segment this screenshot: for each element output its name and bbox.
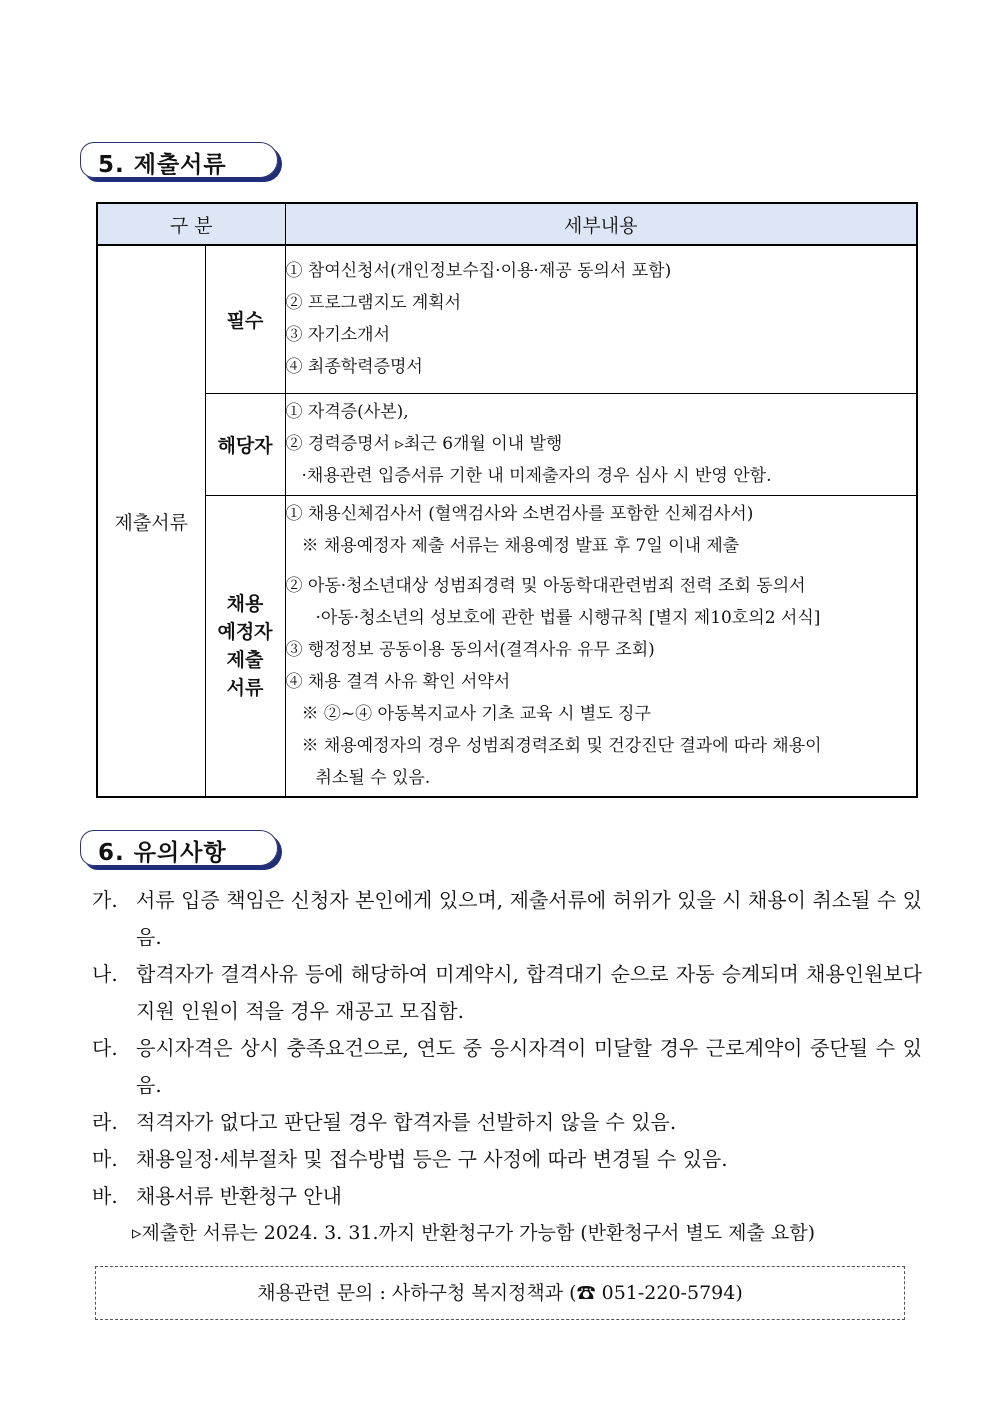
note-marker: 마. bbox=[92, 1147, 118, 1171]
note-text: 서류 입증 책임은 신청자 본인에게 있으며, 제출서류에 허위가 있을 시 채용이 취소될 수 있음. bbox=[136, 888, 922, 949]
list-item: ※ 채용예정자 제출 서류는 채용예정 발표 후 7일 이내 제출 bbox=[301, 535, 740, 556]
list-item: ② 프로그램지도 계획서 bbox=[285, 293, 462, 314]
list-item bbox=[92, 1178, 922, 1215]
list-item bbox=[92, 882, 922, 956]
note-text: 응시자격은 상시 충족요건으로, 연도 중 응시자격이 미달할 경우 근로계약이 중단될 수 있음. bbox=[136, 1036, 922, 1097]
table-row bbox=[97, 495, 917, 797]
list-item: ④ 채용 결격 사유 확인 서약서 bbox=[285, 671, 511, 692]
details-required bbox=[285, 245, 917, 393]
list-item: ·아동·청소년의 성보호에 관한 법률 시행규칙 [별지 제10호의2 서식] bbox=[315, 607, 821, 628]
details-prospective-hire bbox=[285, 495, 917, 797]
list-item bbox=[92, 1104, 922, 1141]
header-category: 구 분 bbox=[97, 203, 285, 245]
list-item: ·채용관련 입증서류 기한 내 미제출자의 경우 심사 시 반영 안함. bbox=[301, 466, 772, 486]
note-text: 채용일정·세부절차 및 접수방법 등은 구 사정에 따라 변경될 수 있음. bbox=[136, 1147, 728, 1171]
list-item bbox=[92, 956, 922, 1030]
contact-box: 채용관련 문의 : 사하구청 복지정책과 (☎ 051-220-5794) bbox=[95, 1266, 905, 1320]
note-text: 채용서류 반환청구 안내 bbox=[136, 1184, 342, 1208]
category-line: 채용 bbox=[226, 592, 264, 615]
section-5-title: 5. 제출서류 bbox=[98, 152, 227, 178]
category-applicable: 해당자 bbox=[205, 393, 285, 495]
list-item bbox=[92, 1030, 922, 1104]
submission-documents-table bbox=[96, 202, 918, 798]
note-marker: 라. bbox=[92, 1110, 118, 1134]
category-line: 예정자 bbox=[217, 620, 273, 643]
list-item: ② 아동·청소년대상 성범죄경력 및 아동학대관련범죄 전력 조회 동의서 bbox=[285, 575, 806, 596]
list-item: ① 자격증(사본), bbox=[285, 402, 409, 422]
category-required: 필수 bbox=[205, 245, 285, 393]
list-item: ※ 채용예정자의 경우 성범죄경력조회 및 건강진단 결과에 따라 채용이 bbox=[301, 735, 822, 756]
list-item bbox=[92, 1141, 922, 1178]
list-item: ※ ②~④ 아동복지교사 기초 교육 시 별도 징구 bbox=[301, 703, 651, 724]
main-category: 제출서류 bbox=[97, 245, 205, 797]
category-prospective-hire bbox=[205, 495, 285, 797]
note-text: 적격자가 없다고 판단될 경우 합격자를 선발하지 않을 수 있음. bbox=[136, 1110, 677, 1134]
note-marker: 가. bbox=[92, 888, 118, 912]
table-row bbox=[97, 245, 917, 393]
details-applicable bbox=[285, 393, 917, 495]
note-marker: 바. bbox=[92, 1184, 118, 1208]
list-item: ① 채용신체검사서 (혈액검사와 소변검사를 포함한 신체검사서) bbox=[285, 503, 754, 524]
section-6-title: 6. 유의사항 bbox=[98, 840, 227, 866]
list-item: ① 참여신청서(개인정보수집·이용·제공 동의서 포함) bbox=[285, 261, 672, 282]
section-6-heading bbox=[80, 830, 285, 870]
category-line: 서류 bbox=[226, 676, 264, 699]
section-5-heading bbox=[80, 142, 285, 182]
list-item: ④ 최종학력증명서 bbox=[285, 357, 423, 378]
list-item: ② 경력증명서 ▹최근 6개월 이내 발행 bbox=[285, 434, 563, 454]
header-details: 세부내용 bbox=[285, 203, 917, 245]
note-marker: 다. bbox=[92, 1036, 118, 1060]
return-request-note: ▹제출한 서류는 2024. 3. 31.까지 반환청구가 가능함 (반환청구서 별도 제출 요함) bbox=[132, 1222, 816, 1244]
table-row bbox=[97, 393, 917, 495]
notes-list bbox=[92, 882, 922, 1252]
category-line: 제출 bbox=[226, 648, 264, 671]
note-text: 합격자가 결격사유 등에 해당하여 미계약시, 합격대기 순으로 자동 승계되며 채용인원보다 지원 인원이 적을 경우 재공고 모집함. bbox=[136, 962, 922, 1023]
list-item: ③ 자기소개서 bbox=[285, 325, 391, 346]
note-marker: 나. bbox=[92, 962, 118, 986]
table-header-row bbox=[97, 203, 917, 245]
list-item: 취소될 수 있음. bbox=[315, 767, 431, 788]
list-item: ③ 행정정보 공동이용 동의서(결격사유 유무 조회) bbox=[285, 639, 655, 660]
